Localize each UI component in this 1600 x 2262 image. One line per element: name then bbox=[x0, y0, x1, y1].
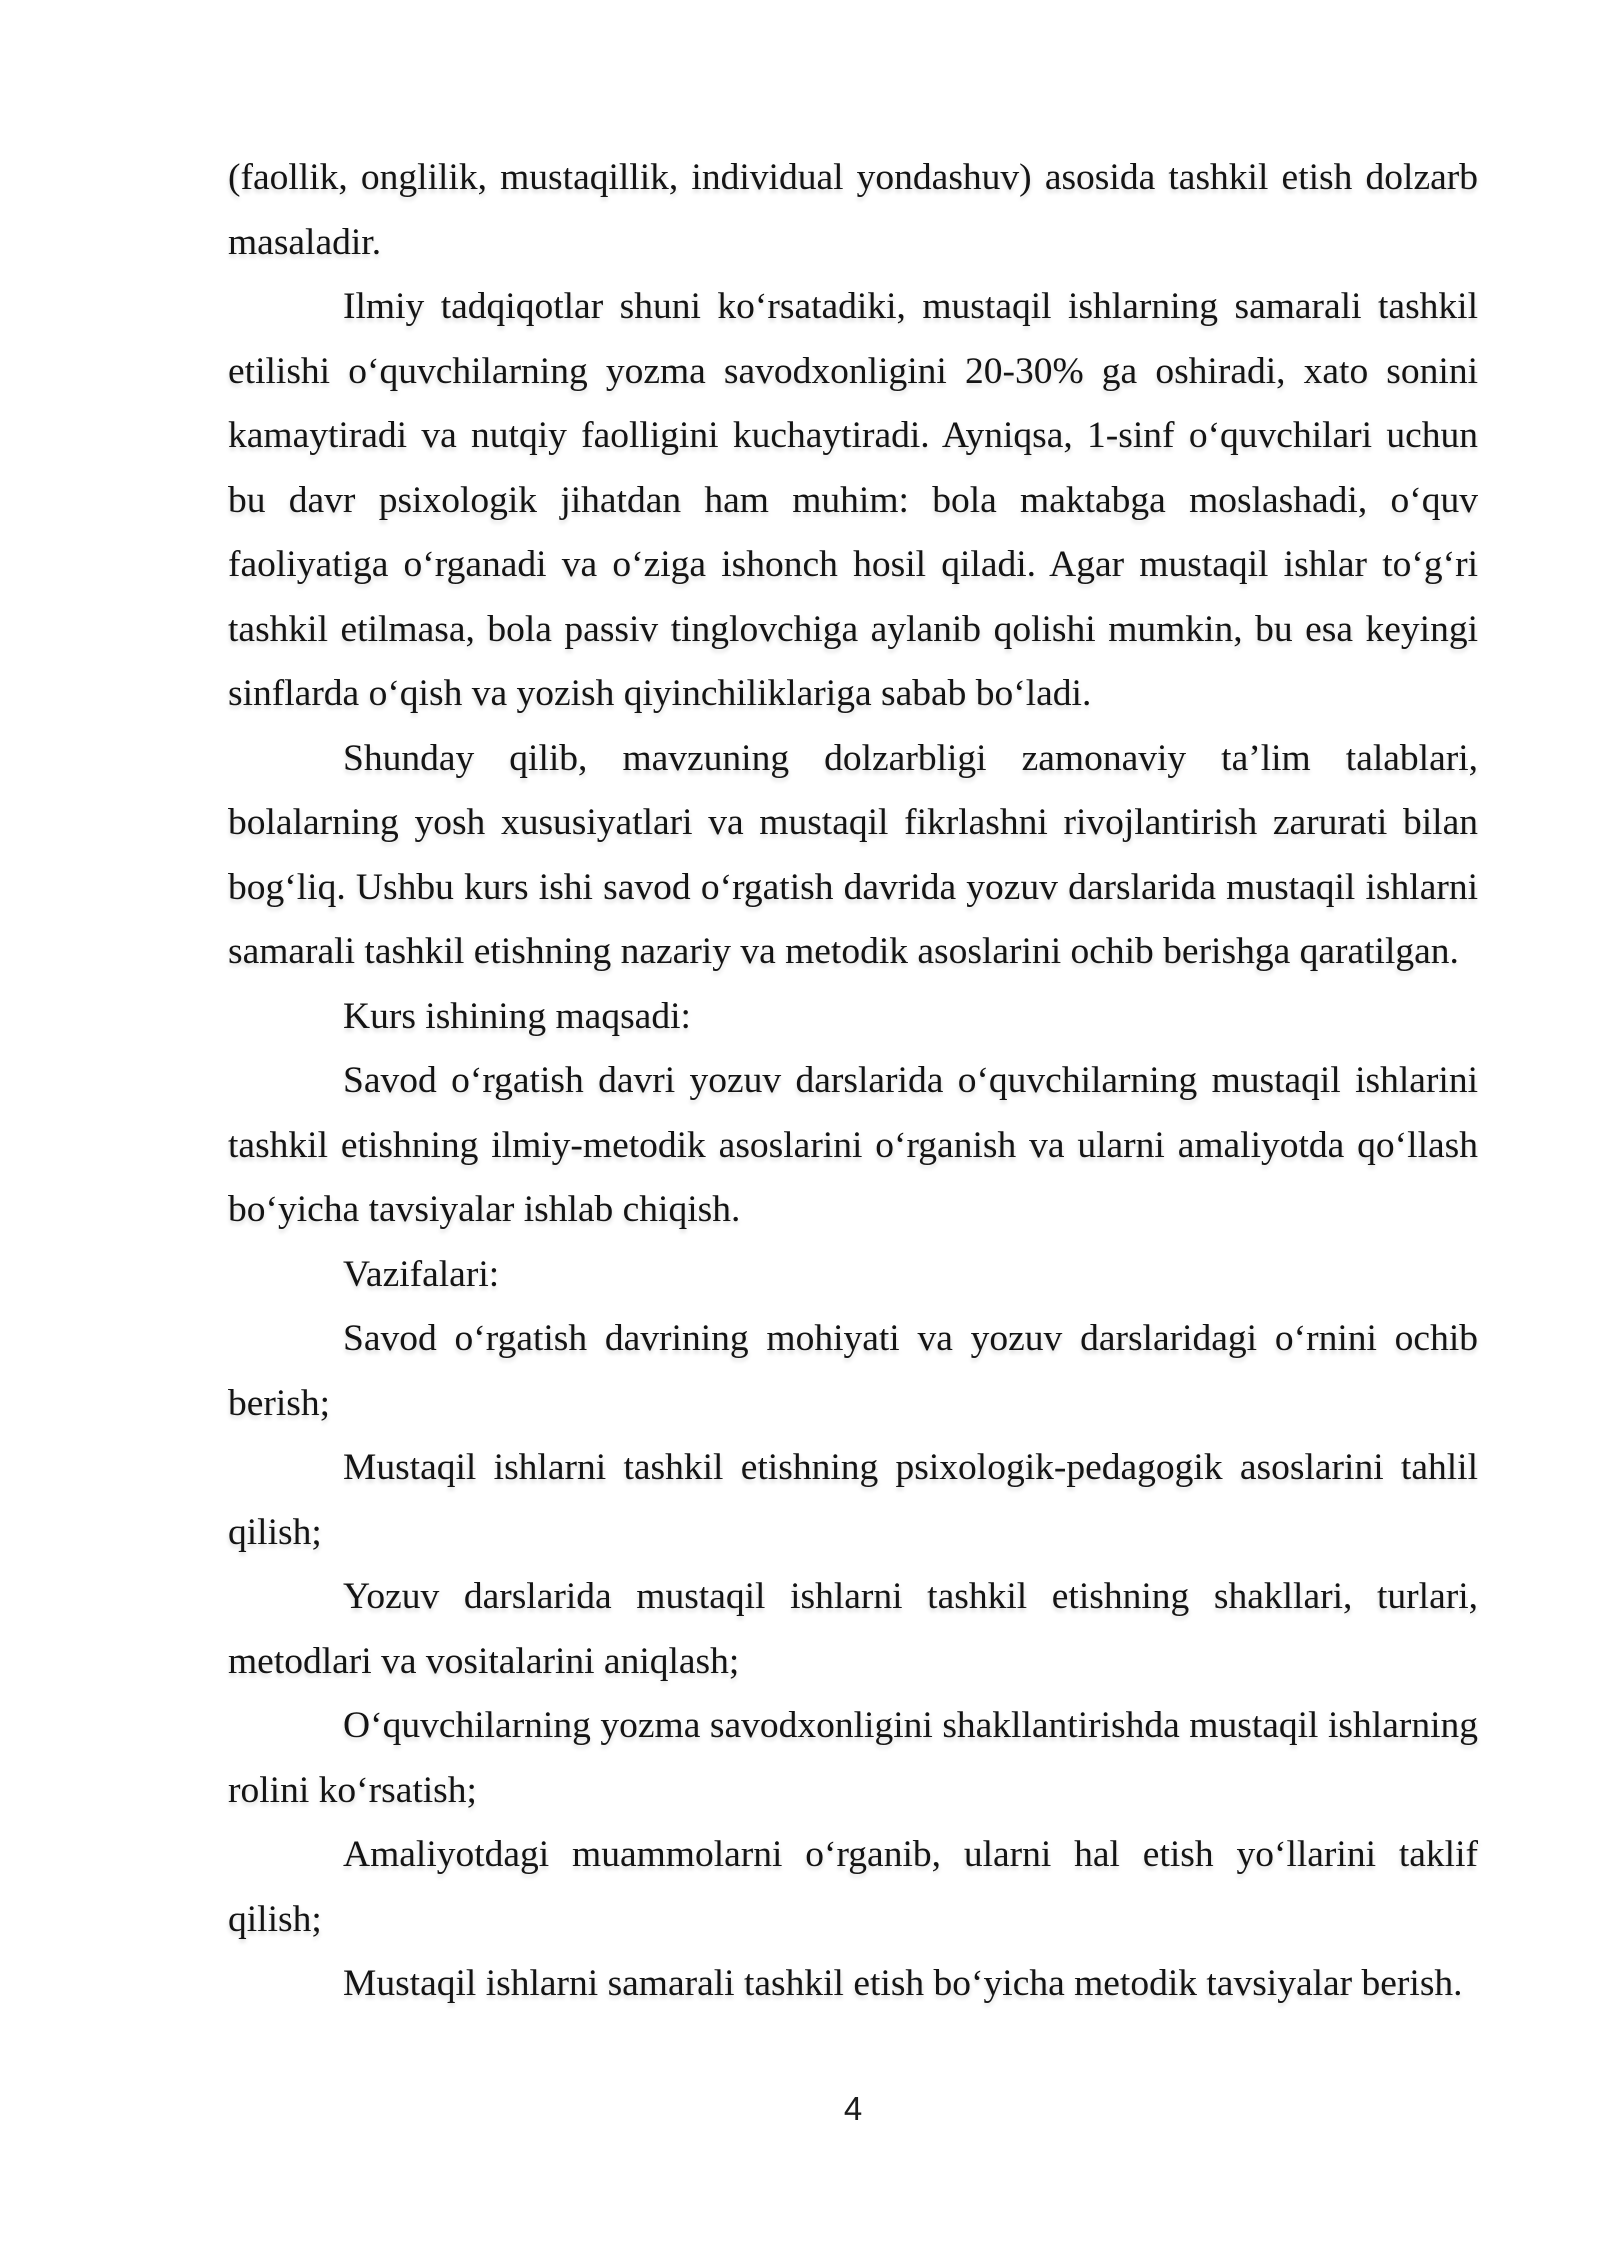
page-footer bbox=[228, 2090, 1478, 2128]
paragraph: Mustaqil ishlarni tashkil etishning psixologik-pedagogik asoslarini tahlil qilish; bbox=[228, 1447, 1478, 1553]
paragraph: Yozuv darslarida mustaqil ishlarni tashkil etishning shakllari, turlari, metodlari va vositalarini aniqlash; bbox=[228, 1576, 1478, 1682]
paragraph: Mustaqil ishlarni samarali tashkil etish boʻyicha metodik tavsiyalar berish. bbox=[343, 1963, 1463, 2004]
body-text bbox=[228, 146, 1478, 2017]
paragraph: Amaliyotdagi muammolarni oʻrganib, ularni hal etish yoʻllarini taklif qilish; bbox=[228, 1834, 1478, 1940]
paragraph: Shunday qilib, mavzuning dolzarbligi zamonaviy taʼlim talablari, bolalarning yosh xususiyatlari va mustaqil fikrlashni rivojlantirish zarurati bilan bogʻliq. Ushbu kurs ishi savod oʻrgatish davrida yozuv darslarida mustaqil ishlarni samarali tashkil etishning nazariy va metodik asoslarini ochib berishga qaratilgan. bbox=[228, 737, 1478, 972]
paragraph: (faollik, onglilik, mustaqillik, individual yondashuv) asosida tashkil etish dolzarb masaladir. bbox=[228, 157, 1478, 263]
paragraph: Kurs ishining maqsadi: bbox=[343, 995, 691, 1037]
paragraph: Vazifalari: bbox=[343, 1253, 500, 1295]
paragraph: Savod oʻrgatish davri yozuv darslarida oʻquvchilarning mustaqil ishlarini tashkil etishning ilmiy-metodik asoslarini oʻrganish va ularni amaliyotda qoʻllash boʻyicha tavsiyalar ishlab chiqish. bbox=[228, 1060, 1478, 1230]
paragraph: Ilmiy tadqiqotlar shuni koʻrsatadiki, mustaqil ishlarning samarali tashkil etilishi oʻquvchilarning yozma savodxonligini 20-30% ga oshiradi, xato sonini kamaytiradi va nutqiy faolligini kuchaytiradi. Ayniqsa, 1-sinf oʻquvchilari uchun bu davr psixologik jihatdan ham muhim: bola maktabga moslashadi, oʻquv faoliyatiga oʻrganadi va oʻziga ishonch hosil qiladi. Agar mustaqil ishlar toʻgʻri tashkil etilmasa, bola passiv tinglovchiga aylanib qolishi mumkin, bu esa keyingi sinflarda oʻqish va yozish qiyinchiliklariga sabab boʻladi. bbox=[228, 286, 1478, 714]
paragraph: Oʻquvchilarning yozma savodxonligini shakllantirishda mustaqil ishlarning rolini koʻrsatish; bbox=[228, 1705, 1478, 1811]
paragraph: Savod oʻrgatish davrining mohiyati va yozuv darslaridagi oʻrnini ochib berish; bbox=[228, 1318, 1478, 1424]
page-number: 4 bbox=[843, 2090, 863, 2127]
